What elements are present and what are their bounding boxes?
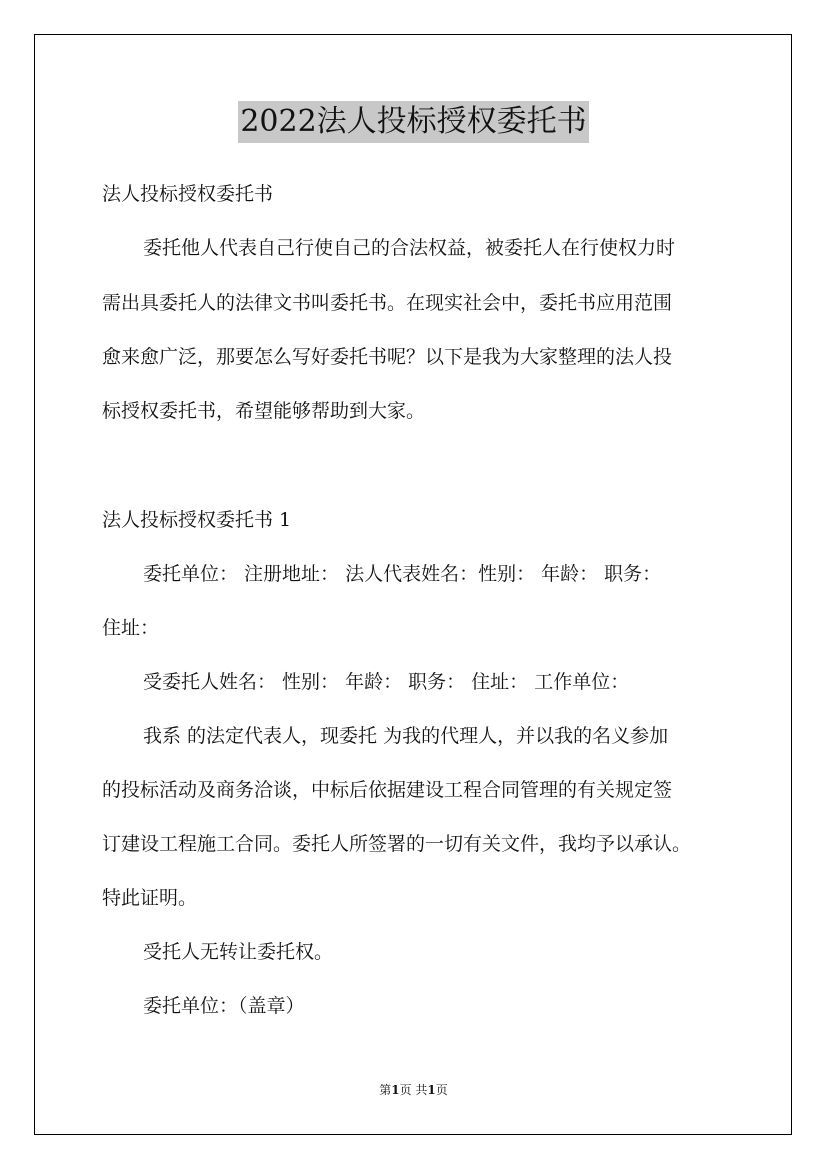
footer-page-total: 1 [427, 1083, 436, 1097]
footer-page-suffix: 页 [435, 1083, 448, 1097]
body-line-3: 订建设工程施工合同。委托人所签署的一切有关文件，我均予以承认。 [102, 833, 692, 855]
footer-page-current: 1 [391, 1083, 400, 1097]
intro-line-1: 委托他人代表自己行使自己的合法权益，被委托人在行使权力时 [143, 237, 676, 259]
fields-line-2: 住址： [102, 617, 160, 639]
intro-line-4: 标授权委托书，希望能够帮助到大家。 [102, 400, 426, 422]
intro-line-2: 需出具委托人的法律文书叫委托书。在现实社会中，委托书应用范围 [102, 292, 673, 314]
seal-line: 委托单位：（盖章） [143, 995, 305, 1017]
no-transfer-line: 受托人无转让委托权。 [143, 941, 334, 963]
body-line-2: 的投标活动及商务洽谈，中标后依据建设工程合同管理的有关规定签 [102, 779, 673, 801]
intro-line-3: 愈来愈广泛，那要怎么写好委托书呢？以下是我为大家整理的法人投 [102, 346, 673, 368]
body-line-4: 特此证明。 [102, 887, 198, 909]
footer-page-prefix: 第 [379, 1083, 392, 1097]
footer-page-mid: 页 共 [399, 1083, 428, 1097]
body-line-1: 我系 的法定代表人，现委托 为我的代理人，并以我的名义参加 [143, 725, 669, 747]
page-footer [0, 1082, 827, 1098]
title-container [0, 101, 827, 143]
section-heading: 法人投标授权委托书 1 [102, 509, 292, 531]
document-subtitle: 法人投标授权委托书 [102, 183, 274, 205]
fields-line-1: 委托单位： 注册地址： 法人代表姓名：性别： 年龄： 职务： [143, 563, 662, 585]
document-title: 2022法人投标授权委托书 [238, 101, 588, 143]
agent-fields-line: 受委托人姓名： 性别： 年龄： 职务： 住址： 工作单位： [143, 671, 630, 693]
